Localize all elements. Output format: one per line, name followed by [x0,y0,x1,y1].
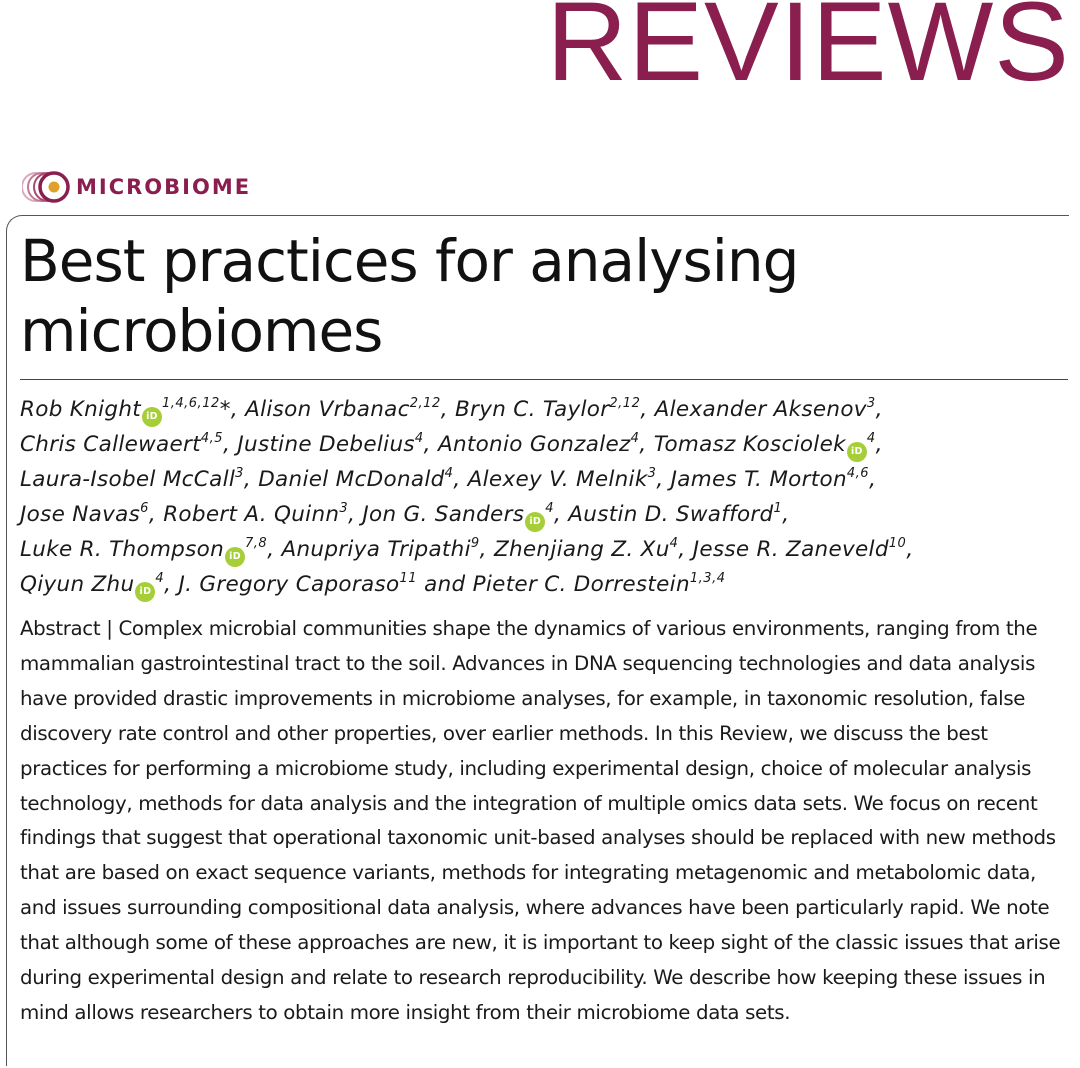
author-separator: , [906,537,914,562]
author [258,467,460,492]
author-name: Chris Callewaert [20,432,201,457]
author-name: Alison Vrbanac [245,397,410,422]
author-separator: and [417,572,466,597]
abstract-label: Abstract [20,617,101,640]
author [20,537,274,562]
author-affiliation: 1,3,4 [689,571,726,586]
author [468,467,664,492]
author-separator: , [230,397,238,422]
orcid-icon[interactable]: iD [142,407,162,427]
author [178,572,465,597]
author-affiliation: 7,8 [245,536,268,551]
author-affiliation: 4,5 [200,431,224,446]
author-affiliation: 4 [155,571,165,586]
author-affiliation: 3 [647,466,657,481]
author-name: Anupriya Tripathi [281,537,471,562]
author-separator: , [164,572,172,597]
author-name: Laura-Isobel McCall [20,467,236,492]
author-affiliation: 4 [669,536,679,551]
author-name: Rob Knight [20,397,141,422]
author [20,502,156,527]
author-affiliation: 4 [444,466,454,481]
orcid-icon[interactable]: iD [525,512,545,532]
author-name: J. Gregory Caporaso [178,572,400,597]
author [362,502,561,527]
topic-tag [22,170,251,204]
author-affiliation: 1,4,6,12 [161,396,220,411]
author [20,572,171,597]
author [438,432,647,457]
abstract-separator: | [100,617,119,640]
author [671,467,877,492]
author-name: Bryn C. Taylor [455,397,610,422]
title-line-2: microbiomes [20,297,383,365]
author-separator: , [223,432,231,457]
author-name: Zhenjiang Z. Xu [493,537,670,562]
article-title [20,226,1060,366]
microbiome-logo-icon [22,170,70,204]
author-name: Alexey V. Melnik [467,467,648,492]
author [473,572,726,597]
author [20,432,230,457]
author-affiliation: 10 [888,536,907,551]
author-separator: , [640,397,648,422]
author-separator: , [869,467,877,492]
title-divider [20,379,1068,380]
author [20,397,238,422]
author [20,467,251,492]
author-affiliation: 4,6 [846,466,870,481]
author-affiliation: 4 [545,501,555,516]
author [281,537,486,562]
author-separator: , [243,467,252,492]
title-line-1: Best practices for analysing [20,227,799,295]
author [568,502,789,527]
topic-label: MICROBIOME [76,175,252,199]
section-header: REVIEWS [546,0,1070,104]
author-separator: , [453,467,461,492]
author-separator: , [678,537,686,562]
author [237,432,430,457]
author-affiliation: 3 [339,501,349,516]
author-list [20,392,1070,602]
author-affiliation: 2,12 [609,396,641,411]
author-separator: , [440,397,448,422]
abstract [20,612,1070,1031]
author-name: Jesse R. Zaneveld [692,537,889,562]
author-name: Jose Navas [20,502,141,527]
author-separator: , [554,502,562,527]
author-affiliation: 9 [470,536,480,551]
author-name: Austin D. Swafford [568,502,774,527]
author [245,397,448,422]
author-name: James T. Morton [670,467,847,492]
author-name: Qiyun Zhu [20,572,135,597]
orcid-icon[interactable]: iD [135,582,155,602]
author-separator: , [782,502,790,527]
abstract-text: Complex microbial communities shape the dynamics of various environments, ranging from the mammalian gastrointestinal tract to the soil. Advances in DNA sequencing technologies and data analysis have provided drastic improvements in microbiome analyses, for example, in taxonomic resolution, false discovery rate control and other properties, over earlier methods. In this Review, we discuss the best practices for performing a microbiome study, including experimental design, choice of molecular analysis technology, methods for data analysis and the integration of multiple omics data sets. We focus on recent findings that suggest that operational taxonomic unit-based analyses should be replaced with new methods that are based on exact sequence variants, methods for integrating metagenomic and metabolomic data, and issues surrounding compositional data analysis, where advances have been particularly rapid. We note that although some of these approaches are new, it is important to keep sight of the classic issues that arise during experimental design and relate to research reproducibility. We describe how keeping these issues in mind allows researchers to obtain more insight from their microbiome data sets. [20,617,1061,1024]
author-separator: , [639,432,647,457]
author-name: Robert A. Quinn [163,502,340,527]
author [494,537,686,562]
author-separator: , [348,502,356,527]
author-separator: , [656,467,664,492]
author-affiliation: 4 [414,431,424,446]
author-name: Luke R. Thompson [20,537,225,562]
author-separator: , [479,537,487,562]
author-name: Daniel McDonald [258,467,445,492]
author-affiliation: 6 [140,501,149,516]
author-affiliation: 4 [630,431,640,446]
author-name: Antonio Gonzalez [437,432,631,457]
author-affiliation: 11 [399,571,417,586]
author-separator: , [148,502,157,527]
author-name: Jon G. Sanders [362,502,525,527]
author [455,397,648,422]
corresponding-mark: * [219,397,231,422]
author-name: Pieter C. Dorrestein [472,572,690,597]
author-affiliation: 3 [866,396,876,411]
author-name: Tomasz Kosciolek [653,432,846,457]
author-affiliation: 2,12 [409,396,441,411]
author [693,537,914,562]
orcid-icon[interactable]: iD [225,547,245,567]
orcid-icon[interactable]: iD [847,442,867,462]
author-separator: , [875,397,883,422]
author-name: Alexander Aksenov [654,397,867,422]
author [654,432,883,457]
author-affiliation: 4 [866,431,876,446]
author-separator: , [875,432,883,457]
author [655,397,883,422]
author-name: Justine Debelius [237,432,415,457]
author-separator: , [267,537,275,562]
author-affiliation: 3 [235,466,244,481]
author-affiliation: 1 [773,501,783,516]
author-separator: , [423,432,431,457]
author [163,502,355,527]
